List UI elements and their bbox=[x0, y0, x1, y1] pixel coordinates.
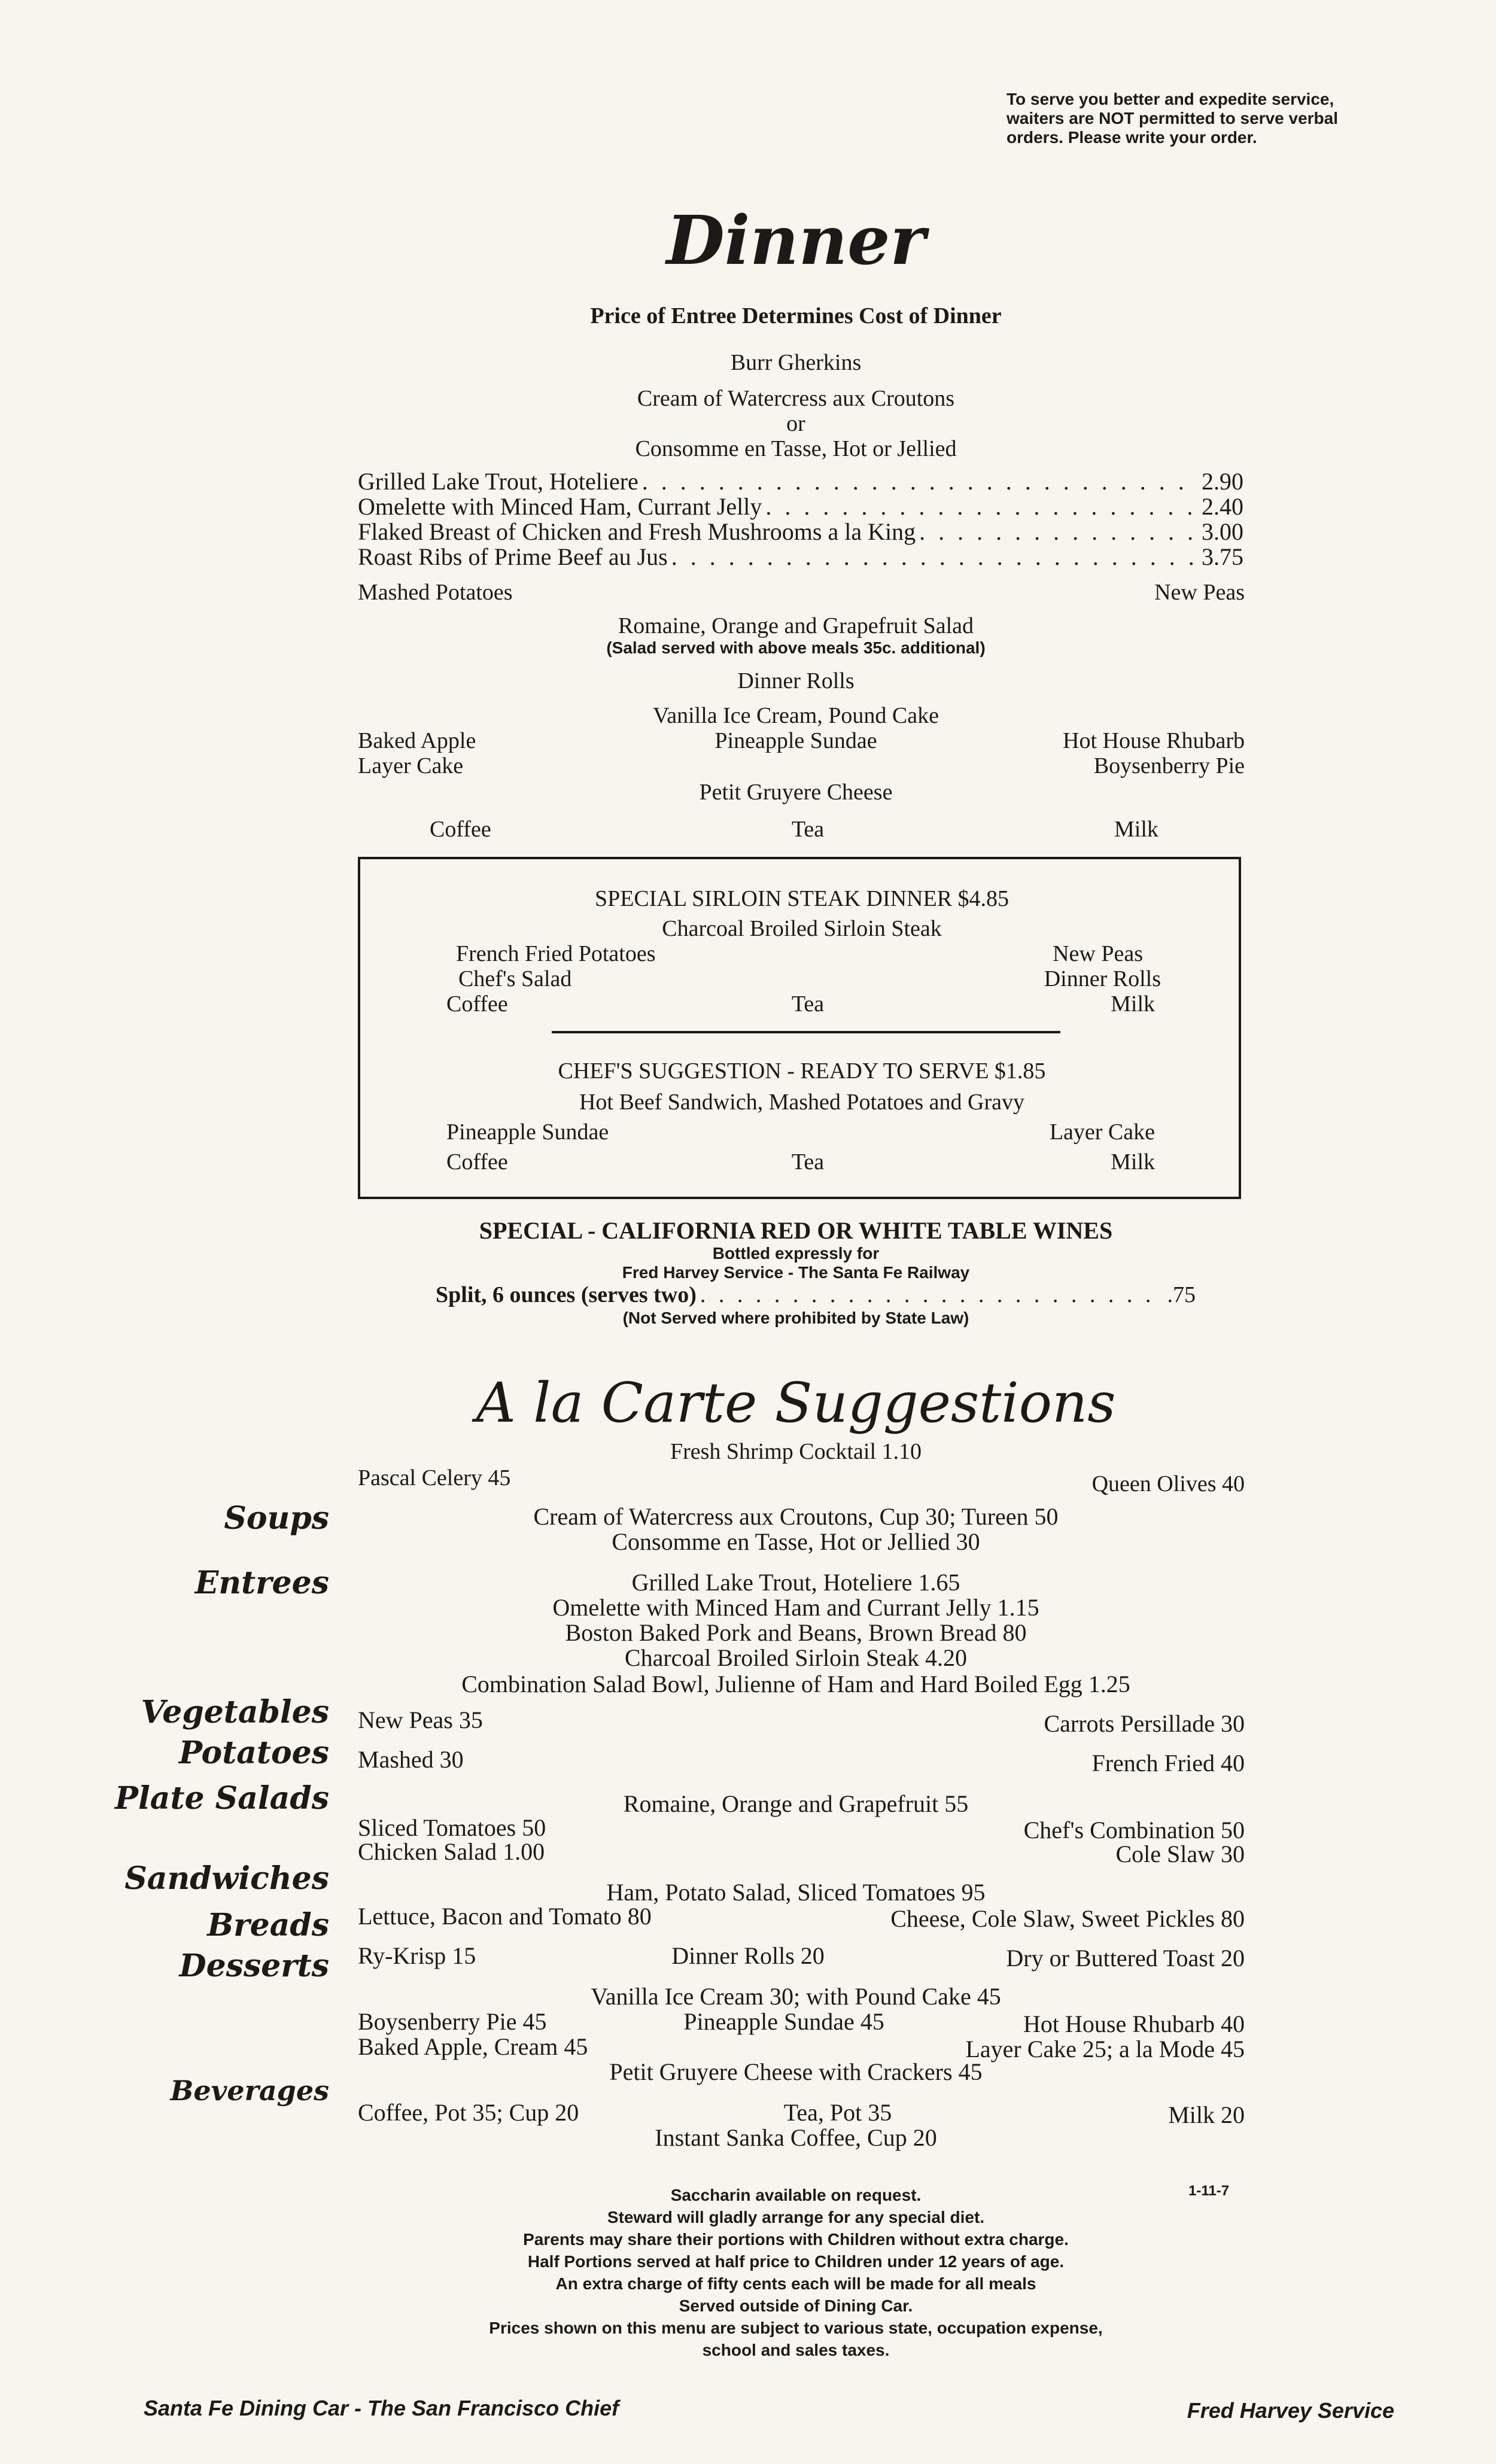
dinner-cheese: Petit Gruyere Cheese bbox=[699, 780, 893, 805]
dot-leader bbox=[700, 1282, 1164, 1308]
steak-special-bev-right: Milk bbox=[1111, 991, 1155, 1017]
soup-or: or bbox=[786, 411, 805, 436]
dinner-veg-right: New Peas bbox=[1154, 580, 1245, 605]
dessert-right-1: Hot House Rhubarb bbox=[1063, 728, 1245, 753]
dinner-soup-2: Consomme en Tasse, Hot or Jellied bbox=[635, 436, 957, 461]
entree-name: Grilled Lake Trout, Hoteliere bbox=[358, 468, 638, 495]
dessert-left-2: Layer Cake bbox=[358, 753, 464, 778]
alacarte-entree-2: Omelette with Minced Ham and Currant Jelly 1.15 bbox=[552, 1594, 1039, 1621]
notice-line: To serve you better and expedite service, bbox=[1007, 90, 1334, 108]
steak-special-main: Charcoal Broiled Sirloin Steak bbox=[662, 916, 942, 941]
dinner-veg-left: Mashed Potatoes bbox=[358, 580, 513, 605]
alacarte-sandwich-left: Lettuce, Bacon and Tomato 80 bbox=[358, 1903, 652, 1930]
alacarte-salad-left-1: Sliced Tomatoes 50 bbox=[358, 1814, 546, 1841]
dinner-bev-center: Tea bbox=[791, 817, 825, 842]
dinner-salad: Romaine, Orange and Grapefruit Salad bbox=[618, 613, 974, 638]
notice-line: waiters are NOT permitted to serve verbal bbox=[1007, 109, 1338, 127]
dessert-right-2: Boysenberry Pie bbox=[1093, 753, 1245, 778]
wines-split-row bbox=[436, 1282, 1196, 1308]
entree-row bbox=[358, 518, 1243, 543]
footnote-line: Saccharin available on request. bbox=[670, 2186, 922, 2204]
alacarte-veg-left: New Peas 35 bbox=[358, 1706, 483, 1733]
relish: Burr Gherkins bbox=[730, 350, 862, 375]
alacarte-bev-left: Coffee, Pot 35; Cup 20 bbox=[358, 2099, 579, 2126]
alacarte-entree-5: Combination Salad Bowl, Julienne of Ham and Hard Boiled Egg 1.25 bbox=[461, 1671, 1130, 1698]
category-beverages: Beverages bbox=[170, 2074, 329, 2107]
entree-row bbox=[358, 493, 1243, 518]
wines-price: .75 bbox=[1167, 1282, 1196, 1307]
footnote-line: Steward will gladly arrange for any special diet. bbox=[607, 2208, 985, 2226]
specials-divider bbox=[552, 1031, 1060, 1033]
alacarte-bev-center: Tea, Pot 35 bbox=[783, 2099, 892, 2126]
dinner-rolls: Dinner Rolls bbox=[737, 668, 855, 693]
footnote-line: An extra charge of fifty cents each will be made for all meals bbox=[555, 2274, 1036, 2293]
category-plate-salads: Plate Salads bbox=[114, 1780, 329, 1817]
alacarte-dessert-left-1: Boysenberry Pie 45 bbox=[358, 2008, 547, 2035]
alacarte-dessert-center-2: Pineapple Sundae 45 bbox=[683, 2008, 884, 2035]
ordering-notice bbox=[1007, 90, 1338, 147]
alacarte-bread-left: Ry-Krisp 15 bbox=[358, 1942, 476, 1969]
dinner-bev-right: Milk bbox=[1114, 817, 1159, 842]
dinner-entree-list bbox=[358, 468, 1243, 568]
alacarte-dessert-center-1: Vanilla Ice Cream 30; with Pound Cake 45 bbox=[591, 1983, 1001, 2010]
steak-special-left-2: Chef's Salad bbox=[458, 966, 572, 991]
footer-right: Fred Harvey Service bbox=[1187, 2398, 1394, 2423]
alacarte-bev-right: Milk 20 bbox=[1168, 2101, 1245, 2128]
steak-special-bev-left: Coffee bbox=[446, 991, 508, 1017]
shrimp-cocktail: Fresh Shrimp Cocktail 1.10 bbox=[670, 1439, 922, 1464]
entree-price: 2.40 bbox=[1202, 493, 1243, 520]
alacarte-bread-right: Dry or Buttered Toast 20 bbox=[1006, 1945, 1245, 1972]
chefs-suggestion-right: Layer Cake bbox=[1049, 1120, 1155, 1145]
chefs-suggestion-bev-center: Tea bbox=[791, 1149, 825, 1175]
footnote-line: Half Portions served at half price to Children under 12 years of age. bbox=[527, 2252, 1065, 2271]
alacarte-bread-center: Dinner Rolls 20 bbox=[671, 1942, 825, 1969]
dot-leader bbox=[765, 493, 1198, 521]
footnote-line: Prices shown on this menu are subject to various state, occupation expense, bbox=[489, 2319, 1103, 2337]
dessert-center-1: Vanilla Ice Cream, Pound Cake bbox=[652, 703, 939, 728]
alacarte-soup-1: Cream of Watercress aux Croutons, Cup 30; Tureen 50 bbox=[533, 1503, 1059, 1530]
alacarte-bev-center-2: Instant Sanka Coffee, Cup 20 bbox=[655, 2124, 937, 2151]
form-code: 1-11-7 bbox=[1188, 2183, 1230, 2199]
entree-name: Roast Ribs of Prime Beef au Jus bbox=[358, 543, 668, 570]
alacarte-entree-3: Boston Baked Pork and Beans, Brown Bread 80 bbox=[565, 1619, 1027, 1646]
alacarte-dessert-left-2: Baked Apple, Cream 45 bbox=[358, 2033, 588, 2060]
category-desserts: Desserts bbox=[179, 1948, 329, 1984]
category-sandwiches: Sandwiches bbox=[124, 1860, 329, 1897]
dinner-subtitle: Price of Entree Determines Cost of Dinner bbox=[590, 303, 1002, 328]
wines-title: SPECIAL - CALIFORNIA RED OR WHITE TABLE WINES bbox=[479, 1217, 1113, 1244]
category-potatoes: Potatoes bbox=[178, 1735, 329, 1771]
alacarte-entree-1: Grilled Lake Trout, Hoteliere 1.65 bbox=[631, 1569, 960, 1596]
alacarte-soup-2: Consomme en Tasse, Hot or Jellied 30 bbox=[612, 1528, 980, 1555]
alacarte-pot-left: Mashed 30 bbox=[358, 1746, 464, 1773]
footnote-line: school and sales taxes. bbox=[702, 2341, 890, 2359]
entree-name: Flaked Breast of Chicken and Fresh Mushrooms a la King bbox=[358, 518, 916, 545]
footnotes bbox=[383, 2184, 1209, 2361]
alacarte-pot-right: French Fried 40 bbox=[1091, 1750, 1245, 1776]
footnote-line: Parents may share their portions with Children without extra charge. bbox=[523, 2230, 1069, 2249]
entree-row bbox=[358, 543, 1243, 568]
category-soups: Soups bbox=[224, 1500, 329, 1537]
salad-note: (Salad served with above meals 35c. additional) bbox=[606, 638, 986, 657]
entree-row bbox=[358, 468, 1243, 493]
dot-leader bbox=[671, 543, 1198, 571]
chefs-suggestion-title: CHEF'S SUGGESTION - READY TO SERVE $1.85 bbox=[558, 1058, 1046, 1084]
category-entrees: Entrees bbox=[194, 1565, 329, 1601]
entree-price: 2.90 bbox=[1202, 468, 1243, 495]
alacarte-sandwich-right: Cheese, Cole Slaw, Sweet Pickles 80 bbox=[890, 1905, 1245, 1932]
alacarte-salad-center: Romaine, Orange and Grapefruit 55 bbox=[623, 1790, 969, 1817]
category-vegetables: Vegetables bbox=[141, 1694, 329, 1730]
dot-leader bbox=[919, 518, 1198, 546]
dinner-bev-left: Coffee bbox=[430, 817, 491, 842]
footer-left: Santa Fe Dining Car - The San Francisco Chief bbox=[144, 2396, 619, 2420]
dinner-title: Dinner bbox=[666, 202, 926, 280]
wines-line-2: Fred Harvey Service - The Santa Fe Railway bbox=[622, 1263, 970, 1282]
alacarte-salad-right-1: Chef's Combination 50 bbox=[1023, 1817, 1245, 1844]
notice-line: orders. Please write your order. bbox=[1007, 128, 1257, 147]
steak-special-title: SPECIAL SIRLOIN STEAK DINNER $4.85 bbox=[594, 886, 1010, 911]
entree-name: Omelette with Minced Ham, Currant Jelly bbox=[358, 493, 762, 520]
alacarte-salad-left-2: Chicken Salad 1.00 bbox=[358, 1838, 545, 1865]
steak-special-left-1: French Fried Potatoes bbox=[456, 941, 656, 966]
dinner-soup-1: Cream of Watercress aux Croutons bbox=[637, 386, 955, 411]
chefs-suggestion-bev-right: Milk bbox=[1111, 1149, 1155, 1175]
category-breads: Breads bbox=[207, 1907, 329, 1943]
alacarte-dessert-center-3: Petit Gruyere Cheese with Crackers 45 bbox=[609, 2058, 983, 2085]
wines-note: (Not Served where prohibited by State Law) bbox=[622, 1309, 969, 1327]
wine-price-row bbox=[436, 1282, 1196, 1308]
wines-line-1: Bottled expressly for bbox=[712, 1244, 880, 1263]
dessert-center-2: Pineapple Sundae bbox=[714, 728, 877, 753]
chefs-suggestion-left: Pineapple Sundae bbox=[446, 1120, 609, 1145]
steak-special-right-1: New Peas bbox=[1053, 941, 1143, 966]
dessert-left-1: Baked Apple bbox=[358, 728, 476, 753]
chefs-suggestion-bev-left: Coffee bbox=[446, 1149, 508, 1175]
pascal-celery: Pascal Celery 45 bbox=[358, 1465, 511, 1490]
alacarte-dessert-right-1: Hot House Rhubarb 40 bbox=[1023, 2010, 1245, 2037]
dot-leader bbox=[642, 468, 1198, 495]
wines-split: Split, 6 ounces (serves two) bbox=[436, 1282, 697, 1307]
entree-price: 3.75 bbox=[1202, 543, 1243, 570]
alacarte-entree-4: Charcoal Broiled Sirloin Steak 4.20 bbox=[624, 1644, 968, 1671]
chefs-suggestion-main: Hot Beef Sandwich, Mashed Potatoes and Gravy bbox=[579, 1090, 1024, 1115]
footnote-line: Served outside of Dining Car. bbox=[679, 2296, 913, 2315]
steak-special-bev-center: Tea bbox=[791, 991, 825, 1017]
entree-price: 3.00 bbox=[1202, 518, 1243, 545]
alacarte-title: A la Carte Suggestions bbox=[476, 1371, 1116, 1435]
alacarte-veg-right: Carrots Persillade 30 bbox=[1044, 1710, 1245, 1737]
alacarte-sandwich-center: Ham, Potato Salad, Sliced Tomatoes 95 bbox=[606, 1879, 986, 1906]
queen-olives: Queen Olives 40 bbox=[1091, 1471, 1245, 1496]
alacarte-salad-right-2: Cole Slaw 30 bbox=[1115, 1841, 1245, 1867]
steak-special-right-2: Dinner Rolls bbox=[1044, 966, 1161, 991]
alacarte-dessert-right-2: Layer Cake 25; a la Mode 45 bbox=[965, 2036, 1245, 2063]
